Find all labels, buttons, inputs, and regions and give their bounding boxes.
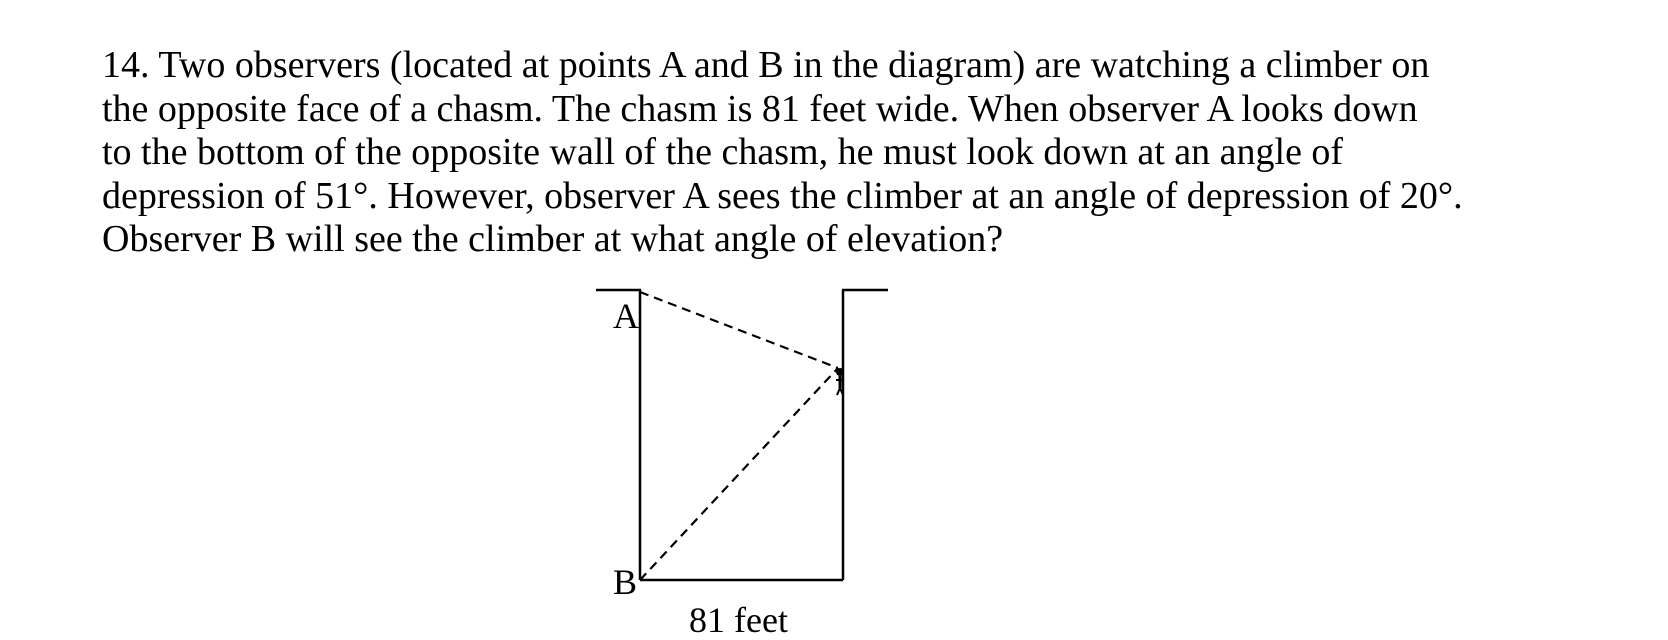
- problem-line: the opposite face of a chasm. The chasm is 81 feet wide. When observer A looks down: [102, 87, 1418, 130]
- problem-line: depression of 51°. However, observer A sees the climber at an angle of depression of 20°.: [102, 174, 1463, 217]
- width-label: 81 feet: [689, 600, 788, 640]
- sight-line-b: [640, 368, 838, 580]
- point-b-label: B: [613, 562, 638, 602]
- point-a-label: A: [613, 296, 639, 336]
- sight-line-a: [640, 292, 838, 368]
- problem-line: Observer B will see the climber at what angle of elevation?: [102, 218, 1004, 260]
- problem-line: 14. Two observers (located at points A and B in the diagram) are watching a climber on: [102, 44, 1430, 86]
- problem-line: to the bottom of the opposite wall of the chasm, he must look down at an angle of: [102, 131, 1344, 173]
